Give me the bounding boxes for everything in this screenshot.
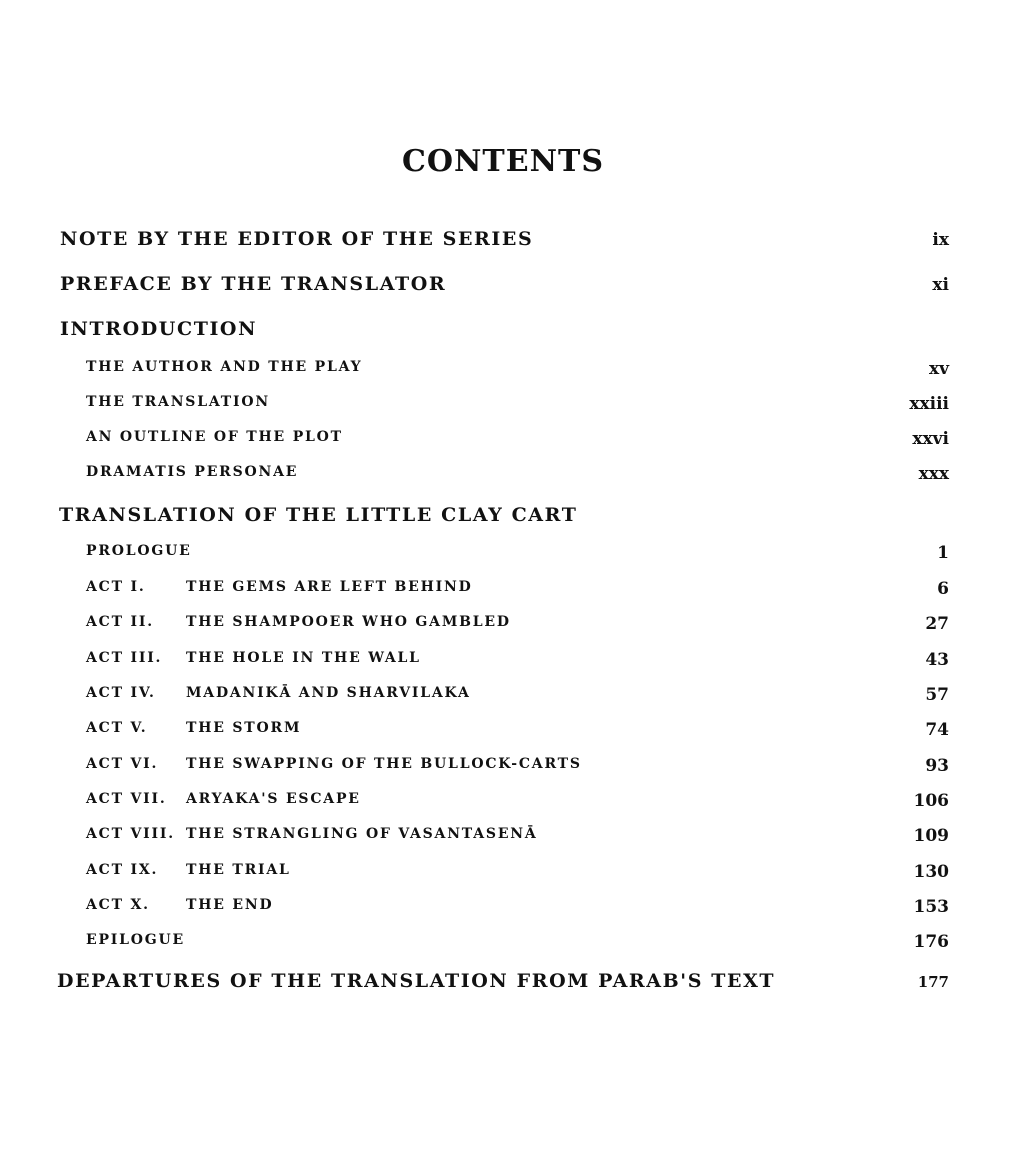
- act-title: MADANIKĀ AND SHARVILAKA: [186, 685, 471, 701]
- act-number: ACT IV.: [86, 685, 156, 701]
- act-number: ACT VII.: [86, 791, 167, 807]
- toc-entry-label: PREFACE BY THE TRANSLATOR: [60, 273, 447, 295]
- toc-act-row[interactable]: [0, 862, 1031, 890]
- toc-entry-introduction[interactable]: [0, 318, 1031, 346]
- act-number: ACT I.: [86, 579, 146, 595]
- act-number: ACT VIII.: [86, 826, 175, 842]
- toc-entry-page: 176: [913, 932, 949, 952]
- toc-entry-label: INTRODUCTION: [60, 318, 258, 340]
- act-title: THE SHAMPOOER WHO GAMBLED: [186, 614, 511, 630]
- toc-act-row[interactable]: [0, 756, 1031, 784]
- toc-entry-page: 27: [925, 614, 949, 634]
- toc-entry-label: THE AUTHOR AND THE PLAY: [86, 359, 363, 375]
- act-title: THE TRIAL: [186, 862, 291, 878]
- toc-entry-page: 153: [913, 897, 949, 917]
- toc-act-row[interactable]: [0, 579, 1031, 607]
- act-title: THE END: [186, 897, 274, 913]
- toc-entry-page: 43: [925, 650, 949, 670]
- toc-act-row[interactable]: [0, 614, 1031, 642]
- act-title: ARYAKA'S ESCAPE: [186, 791, 361, 807]
- toc-entry-page: xxvi: [912, 429, 949, 449]
- toc-entry-label: EPILOGUE: [86, 932, 186, 948]
- page-title: CONTENTS: [401, 144, 605, 179]
- toc-act-row[interactable]: [0, 650, 1031, 678]
- toc-entry-page: 130: [913, 862, 949, 882]
- act-number: ACT III.: [86, 650, 163, 666]
- toc-subentry-translation[interactable]: [0, 394, 1031, 422]
- toc-act-row[interactable]: [0, 720, 1031, 748]
- toc-entry-label: DEPARTURES OF THE TRANSLATION FROM PARAB'S TEXT: [57, 970, 776, 992]
- toc-entry-page: xxiii: [909, 394, 949, 414]
- toc-entry-label: AN OUTLINE OF THE PLOT: [86, 429, 343, 445]
- toc-entry-page: xv: [928, 359, 949, 379]
- toc-entry-page: 6: [937, 579, 949, 599]
- toc-act-row[interactable]: [0, 826, 1031, 854]
- toc-act-row[interactable]: [0, 791, 1031, 819]
- act-number: ACT V.: [86, 720, 148, 736]
- toc-entry-page: 57: [925, 685, 949, 705]
- act-title: THE STRANGLING OF VASANTASENĀ: [186, 826, 538, 842]
- toc-entry-page: ix: [932, 230, 949, 250]
- toc-entry-preface[interactable]: [0, 273, 1031, 301]
- toc-entry-departures[interactable]: [0, 970, 1031, 998]
- toc-entry-label: DRAMATIS PERSONAE: [86, 464, 299, 480]
- toc-entry-translation[interactable]: [0, 504, 1031, 532]
- toc-entry-page: 1: [937, 543, 949, 563]
- act-number: ACT II.: [86, 614, 154, 630]
- toc-entry-page: 177: [917, 973, 949, 991]
- toc-subentry-epilogue[interactable]: [0, 932, 1031, 960]
- toc-subentry-outline[interactable]: [0, 429, 1031, 457]
- act-number: ACT X.: [86, 897, 150, 913]
- act-title: THE HOLE IN THE WALL: [186, 650, 421, 666]
- toc-act-row[interactable]: [0, 897, 1031, 925]
- toc-entry-page: xxx: [918, 464, 949, 484]
- toc-act-row[interactable]: [0, 685, 1031, 713]
- act-number: ACT IX.: [86, 862, 159, 878]
- toc-subentry-author-and-play[interactable]: [0, 359, 1031, 387]
- toc-entry-page: xi: [932, 275, 949, 295]
- toc-subentry-dramatis-personae[interactable]: [0, 464, 1031, 492]
- toc-entry-label: THE TRANSLATION: [86, 394, 270, 410]
- toc-entry-label: NOTE BY THE EDITOR OF THE SERIES: [60, 228, 534, 250]
- toc-entry-editor-note[interactable]: [0, 228, 1031, 256]
- toc-entry-label: PROLOGUE: [86, 543, 192, 559]
- toc-subentry-prologue[interactable]: [0, 543, 1031, 571]
- act-title: THE SWAPPING OF THE BULLOCK-CARTS: [186, 756, 582, 772]
- toc-entry-page: 93: [925, 756, 949, 776]
- toc-entry-page: 109: [913, 826, 949, 846]
- act-title: THE GEMS ARE LEFT BEHIND: [186, 579, 473, 595]
- act-number: ACT VI.: [86, 756, 159, 772]
- toc-entry-page: 74: [925, 720, 949, 740]
- act-title: THE STORM: [186, 720, 302, 736]
- toc-entry-label: TRANSLATION OF THE LITTLE CLAY CART: [59, 504, 578, 526]
- toc-entry-page: 106: [913, 791, 949, 811]
